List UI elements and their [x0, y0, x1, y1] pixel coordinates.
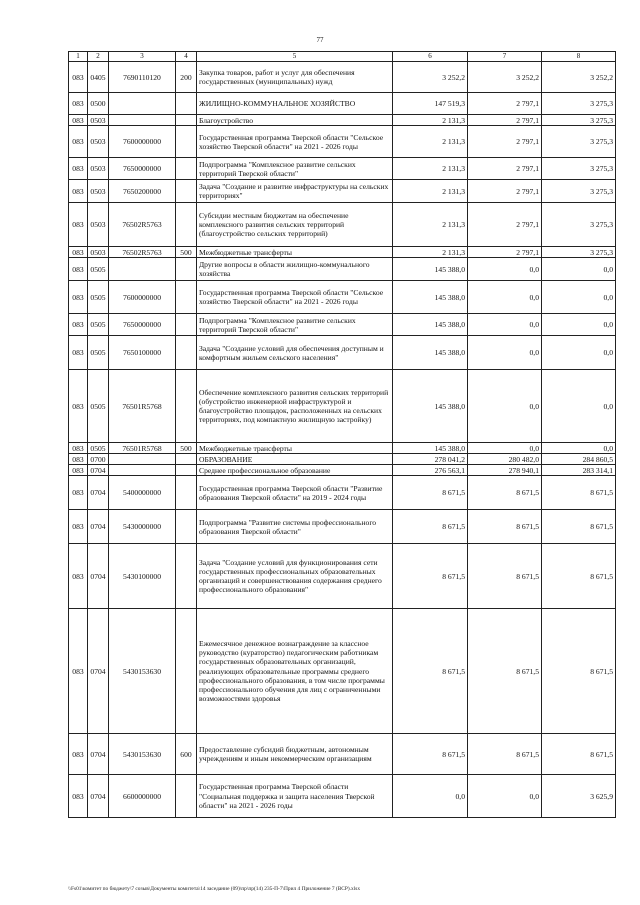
- cell-amount-year-3: 8 671,5: [542, 476, 616, 510]
- cell-target-article: [109, 454, 176, 465]
- cell-amount-year-2: 0,0: [468, 258, 542, 281]
- cell-amount-year-3: 3 252,2: [542, 62, 616, 93]
- cell-section-code: 0704: [88, 476, 109, 510]
- cell-expense-type: [176, 609, 197, 734]
- cell-amount-year-3: 3 625,9: [542, 775, 616, 818]
- cell-target-article: 5430100000: [109, 544, 176, 609]
- table-row: [69, 734, 616, 775]
- table-row: [69, 62, 616, 93]
- cell-amount-year-1: 145 388,0: [393, 370, 468, 443]
- column-header: 1: [69, 52, 88, 62]
- cell-amount-year-2: 0,0: [468, 336, 542, 370]
- cell-amount-year-2: 8 671,5: [468, 544, 542, 609]
- cell-section-code: 0505: [88, 258, 109, 281]
- cell-department-code: 083: [69, 443, 88, 454]
- cell-amount-year-1: 8 671,5: [393, 609, 468, 734]
- cell-amount-year-2: 0,0: [468, 281, 542, 314]
- cell-section-code: 0704: [88, 510, 109, 544]
- cell-description: Другие вопросы в области жилищно-коммунального хозяйства: [197, 258, 393, 281]
- table-row: [69, 370, 616, 443]
- cell-amount-year-3: 8 671,5: [542, 544, 616, 609]
- cell-amount-year-3: 3 275,3: [542, 158, 616, 180]
- cell-target-article: 7650100000: [109, 336, 176, 370]
- cell-amount-year-1: 2 131,3: [393, 247, 468, 258]
- cell-description: Ежемесячное денежное вознаграждение за классное руководство (кураторство) педагогическим работникам государственных образовательных организаций, реализующих образовательные программы среднего профессионального образования, в том числе программы профессионального обучения для лиц с ограниченными возможностями здоровья: [197, 609, 393, 734]
- cell-amount-year-1: 145 388,0: [393, 443, 468, 454]
- cell-amount-year-2: 2 797,1: [468, 93, 542, 115]
- cell-amount-year-2: 2 797,1: [468, 115, 542, 126]
- cell-description: Подпрограмма "Комплексное развитие сельских территорий Тверской области": [197, 314, 393, 336]
- cell-target-article: 5430153630: [109, 734, 176, 775]
- cell-amount-year-2: 0,0: [468, 370, 542, 443]
- cell-expense-type: 500: [176, 443, 197, 454]
- cell-department-code: 083: [69, 544, 88, 609]
- cell-amount-year-1: 2 131,3: [393, 115, 468, 126]
- page-number: 77: [316, 36, 324, 44]
- cell-target-article: 5430000000: [109, 510, 176, 544]
- cell-description: Государственная программа Тверской области "Сельское хозяйство Тверской области" на 2021 - 2026 годы: [197, 281, 393, 314]
- cell-expense-type: [176, 158, 197, 180]
- cell-expense-type: [176, 454, 197, 465]
- cell-description: Государственная программа Тверской области "Развитие образования Тверской области" на 2019 - 2024 годы: [197, 476, 393, 510]
- cell-amount-year-3: 0,0: [542, 314, 616, 336]
- cell-amount-year-2: 8 671,5: [468, 510, 542, 544]
- cell-amount-year-3: 3 275,3: [542, 247, 616, 258]
- cell-section-code: 0505: [88, 443, 109, 454]
- cell-description: Межбюджетные трансферты: [197, 443, 393, 454]
- cell-section-code: 0704: [88, 734, 109, 775]
- cell-amount-year-2: 3 252,2: [468, 62, 542, 93]
- cell-amount-year-2: 8 671,5: [468, 734, 542, 775]
- cell-section-code: 0505: [88, 370, 109, 443]
- cell-description: Предоставление субсидий бюджетным, автономным учреждениям и иным некоммерческим организациям: [197, 734, 393, 775]
- cell-amount-year-2: 278 940,1: [468, 465, 542, 476]
- cell-target-article: [109, 93, 176, 115]
- table-row: [69, 476, 616, 510]
- cell-section-code: 0503: [88, 158, 109, 180]
- cell-description: Задача "Создание условий для функционирования сети государственных профессиональных образовательных организаций и совершенствования содержания среднего профессионального образования": [197, 544, 393, 609]
- cell-description: Субсидии местным бюджетам на обеспечение комплексного развития сельских территорий (благоустройство сельских территорий): [197, 203, 393, 247]
- cell-department-code: 083: [69, 609, 88, 734]
- cell-description: Обеспечение комплексного развития сельских территорий (обустройство инженерной инфраструктурой и благоустройство площадок, расположенных на сельских территориях, под компактную жилищную застройку): [197, 370, 393, 443]
- cell-section-code: 0704: [88, 609, 109, 734]
- cell-description: ЖИЛИЩНО-КОММУНАЛЬНОЕ ХОЗЯЙСТВО: [197, 93, 393, 115]
- table-row: [69, 609, 616, 734]
- cell-expense-type: 200: [176, 62, 197, 93]
- cell-expense-type: [176, 465, 197, 476]
- column-header: 5: [197, 52, 393, 62]
- table-row: [69, 775, 616, 818]
- cell-amount-year-3: 8 671,5: [542, 609, 616, 734]
- cell-amount-year-1: 2 131,3: [393, 126, 468, 158]
- cell-description: Подпрограмма "Комплексное развитие сельских территорий Тверской области": [197, 158, 393, 180]
- column-header: 2: [88, 52, 109, 62]
- cell-amount-year-1: 276 563,1: [393, 465, 468, 476]
- cell-department-code: 083: [69, 281, 88, 314]
- cell-amount-year-1: 8 671,5: [393, 544, 468, 609]
- cell-section-code: 0505: [88, 281, 109, 314]
- cell-section-code: 0704: [88, 775, 109, 818]
- cell-amount-year-3: 0,0: [542, 370, 616, 443]
- cell-section-code: 0503: [88, 115, 109, 126]
- cell-amount-year-2: 8 671,5: [468, 476, 542, 510]
- cell-amount-year-1: 145 388,0: [393, 314, 468, 336]
- cell-expense-type: [176, 180, 197, 203]
- cell-amount-year-1: 8 671,5: [393, 476, 468, 510]
- cell-target-article: 7650000000: [109, 314, 176, 336]
- cell-department-code: 083: [69, 510, 88, 544]
- cell-amount-year-3: 3 275,3: [542, 115, 616, 126]
- cell-description: Благоустройство: [197, 115, 393, 126]
- cell-target-article: 7690110120: [109, 62, 176, 93]
- cell-amount-year-1: 145 388,0: [393, 281, 468, 314]
- cell-section-code: 0503: [88, 126, 109, 158]
- cell-department-code: 083: [69, 734, 88, 775]
- cell-amount-year-2: 2 797,1: [468, 126, 542, 158]
- cell-amount-year-1: 145 388,0: [393, 336, 468, 370]
- cell-expense-type: [176, 126, 197, 158]
- cell-department-code: 083: [69, 158, 88, 180]
- cell-section-code: 0503: [88, 247, 109, 258]
- table-row: [69, 281, 616, 314]
- cell-expense-type: [176, 510, 197, 544]
- table-row: [69, 180, 616, 203]
- cell-expense-type: [176, 775, 197, 818]
- column-header: 3: [109, 52, 176, 62]
- cell-description: Закупка товаров, работ и услуг для обеспечения государственных (муниципальных) нужд: [197, 62, 393, 93]
- cell-amount-year-3: 8 671,5: [542, 510, 616, 544]
- cell-target-article: 7650200000: [109, 180, 176, 203]
- cell-amount-year-3: 8 671,5: [542, 734, 616, 775]
- cell-target-article: 76502R5763: [109, 203, 176, 247]
- cell-amount-year-3: 3 275,3: [542, 203, 616, 247]
- cell-amount-year-3: 0,0: [542, 258, 616, 281]
- cell-expense-type: [176, 281, 197, 314]
- cell-target-article: [109, 465, 176, 476]
- table-row: [69, 247, 616, 258]
- cell-amount-year-3: 3 275,3: [542, 93, 616, 115]
- cell-description: Подпрограмма "Развитие системы профессионального образования Тверской области": [197, 510, 393, 544]
- file-path-footer: \\Fs01\комитет по бюджету\7 созыв\Документы комитета\14 заседание (09)\пр\пр(14) 235-П-7\Прил 4 Приложение 7 (ВСР).xlsx: [68, 886, 361, 892]
- cell-expense-type: [176, 93, 197, 115]
- cell-amount-year-1: 147 519,3: [393, 93, 468, 115]
- cell-department-code: 083: [69, 454, 88, 465]
- cell-expense-type: [176, 336, 197, 370]
- cell-department-code: 083: [69, 336, 88, 370]
- cell-expense-type: [176, 203, 197, 247]
- cell-amount-year-1: 3 252,2: [393, 62, 468, 93]
- column-header: 7: [468, 52, 542, 62]
- cell-section-code: 0700: [88, 454, 109, 465]
- table-row: [69, 336, 616, 370]
- cell-amount-year-3: 0,0: [542, 336, 616, 370]
- budget-table: [68, 51, 616, 818]
- cell-amount-year-1: 278 041,2: [393, 454, 468, 465]
- cell-description: Задача "Создание условий для обеспечения доступным и комфортным жильем сельского населения": [197, 336, 393, 370]
- table-row: [69, 544, 616, 609]
- table-row: [69, 465, 616, 476]
- cell-amount-year-2: 8 671,5: [468, 609, 542, 734]
- cell-amount-year-3: 284 860,5: [542, 454, 616, 465]
- cell-amount-year-1: 8 671,5: [393, 510, 468, 544]
- cell-amount-year-3: 3 275,3: [542, 126, 616, 158]
- cell-amount-year-2: 0,0: [468, 775, 542, 818]
- cell-department-code: 083: [69, 476, 88, 510]
- cell-amount-year-1: 2 131,3: [393, 158, 468, 180]
- cell-description: Задача "Создание и развитие инфраструктуры на сельских территориях": [197, 180, 393, 203]
- cell-section-code: 0503: [88, 180, 109, 203]
- cell-amount-year-1: 0,0: [393, 775, 468, 818]
- column-header: 4: [176, 52, 197, 62]
- cell-target-article: 5400000000: [109, 476, 176, 510]
- cell-expense-type: [176, 258, 197, 281]
- table-row: [69, 258, 616, 281]
- cell-section-code: 0704: [88, 544, 109, 609]
- cell-department-code: 083: [69, 126, 88, 158]
- cell-department-code: 083: [69, 93, 88, 115]
- cell-amount-year-3: 3 275,3: [542, 180, 616, 203]
- cell-section-code: 0500: [88, 93, 109, 115]
- cell-amount-year-1: 8 671,5: [393, 734, 468, 775]
- cell-department-code: 083: [69, 465, 88, 476]
- cell-description: ОБРАЗОВАНИЕ: [197, 454, 393, 465]
- table-row: [69, 93, 616, 115]
- table-row: [69, 454, 616, 465]
- cell-expense-type: [176, 370, 197, 443]
- cell-amount-year-2: 2 797,1: [468, 158, 542, 180]
- cell-description: Межбюджетные трансферты: [197, 247, 393, 258]
- cell-description: Государственная программа Тверской области "Сельское хозяйство Тверской области" на 2021 - 2026 годы: [197, 126, 393, 158]
- cell-department-code: 083: [69, 203, 88, 247]
- cell-target-article: 76502R5763: [109, 247, 176, 258]
- cell-amount-year-2: 0,0: [468, 443, 542, 454]
- cell-expense-type: [176, 314, 197, 336]
- cell-section-code: 0503: [88, 203, 109, 247]
- cell-target-article: 5430153630: [109, 609, 176, 734]
- cell-description: Среднее профессиональное образование: [197, 465, 393, 476]
- table-row: [69, 126, 616, 158]
- cell-amount-year-1: 2 131,3: [393, 180, 468, 203]
- cell-amount-year-2: 2 797,1: [468, 247, 542, 258]
- cell-amount-year-2: 2 797,1: [468, 180, 542, 203]
- cell-department-code: 083: [69, 775, 88, 818]
- cell-section-code: 0704: [88, 465, 109, 476]
- cell-target-article: [109, 258, 176, 281]
- cell-expense-type: [176, 544, 197, 609]
- cell-department-code: 083: [69, 258, 88, 281]
- table-row: [69, 158, 616, 180]
- cell-department-code: 083: [69, 62, 88, 93]
- cell-expense-type: 500: [176, 247, 197, 258]
- table-row: [69, 314, 616, 336]
- table-row: [69, 115, 616, 126]
- column-header: 6: [393, 52, 468, 62]
- cell-section-code: 0505: [88, 314, 109, 336]
- cell-department-code: 083: [69, 180, 88, 203]
- table-row: [69, 443, 616, 454]
- cell-section-code: 0505: [88, 336, 109, 370]
- cell-target-article: 7600000000: [109, 281, 176, 314]
- cell-target-article: [109, 115, 176, 126]
- table-header-row: [69, 52, 616, 62]
- cell-amount-year-1: 145 388,0: [393, 258, 468, 281]
- cell-amount-year-1: 2 131,3: [393, 203, 468, 247]
- cell-target-article: 6600000000: [109, 775, 176, 818]
- cell-amount-year-3: 283 314,1: [542, 465, 616, 476]
- table-row: [69, 510, 616, 544]
- cell-amount-year-2: 0,0: [468, 314, 542, 336]
- cell-target-article: 7600000000: [109, 126, 176, 158]
- cell-amount-year-3: 0,0: [542, 443, 616, 454]
- cell-department-code: 083: [69, 247, 88, 258]
- table-row: [69, 203, 616, 247]
- cell-target-article: 76501R5768: [109, 443, 176, 454]
- cell-target-article: 7650000000: [109, 158, 176, 180]
- cell-department-code: 083: [69, 370, 88, 443]
- cell-amount-year-2: 280 482,0: [468, 454, 542, 465]
- cell-department-code: 083: [69, 314, 88, 336]
- cell-expense-type: [176, 115, 197, 126]
- cell-expense-type: [176, 476, 197, 510]
- cell-expense-type: 600: [176, 734, 197, 775]
- cell-amount-year-2: 2 797,1: [468, 203, 542, 247]
- cell-department-code: 083: [69, 115, 88, 126]
- column-header: 8: [542, 52, 616, 62]
- cell-amount-year-3: 0,0: [542, 281, 616, 314]
- cell-section-code: 0405: [88, 62, 109, 93]
- cell-description: Государственная программа Тверской области "Социальная поддержка и защита населения Тверской области" на 2021 - 2026 годы: [197, 775, 393, 818]
- cell-target-article: 76501R5768: [109, 370, 176, 443]
